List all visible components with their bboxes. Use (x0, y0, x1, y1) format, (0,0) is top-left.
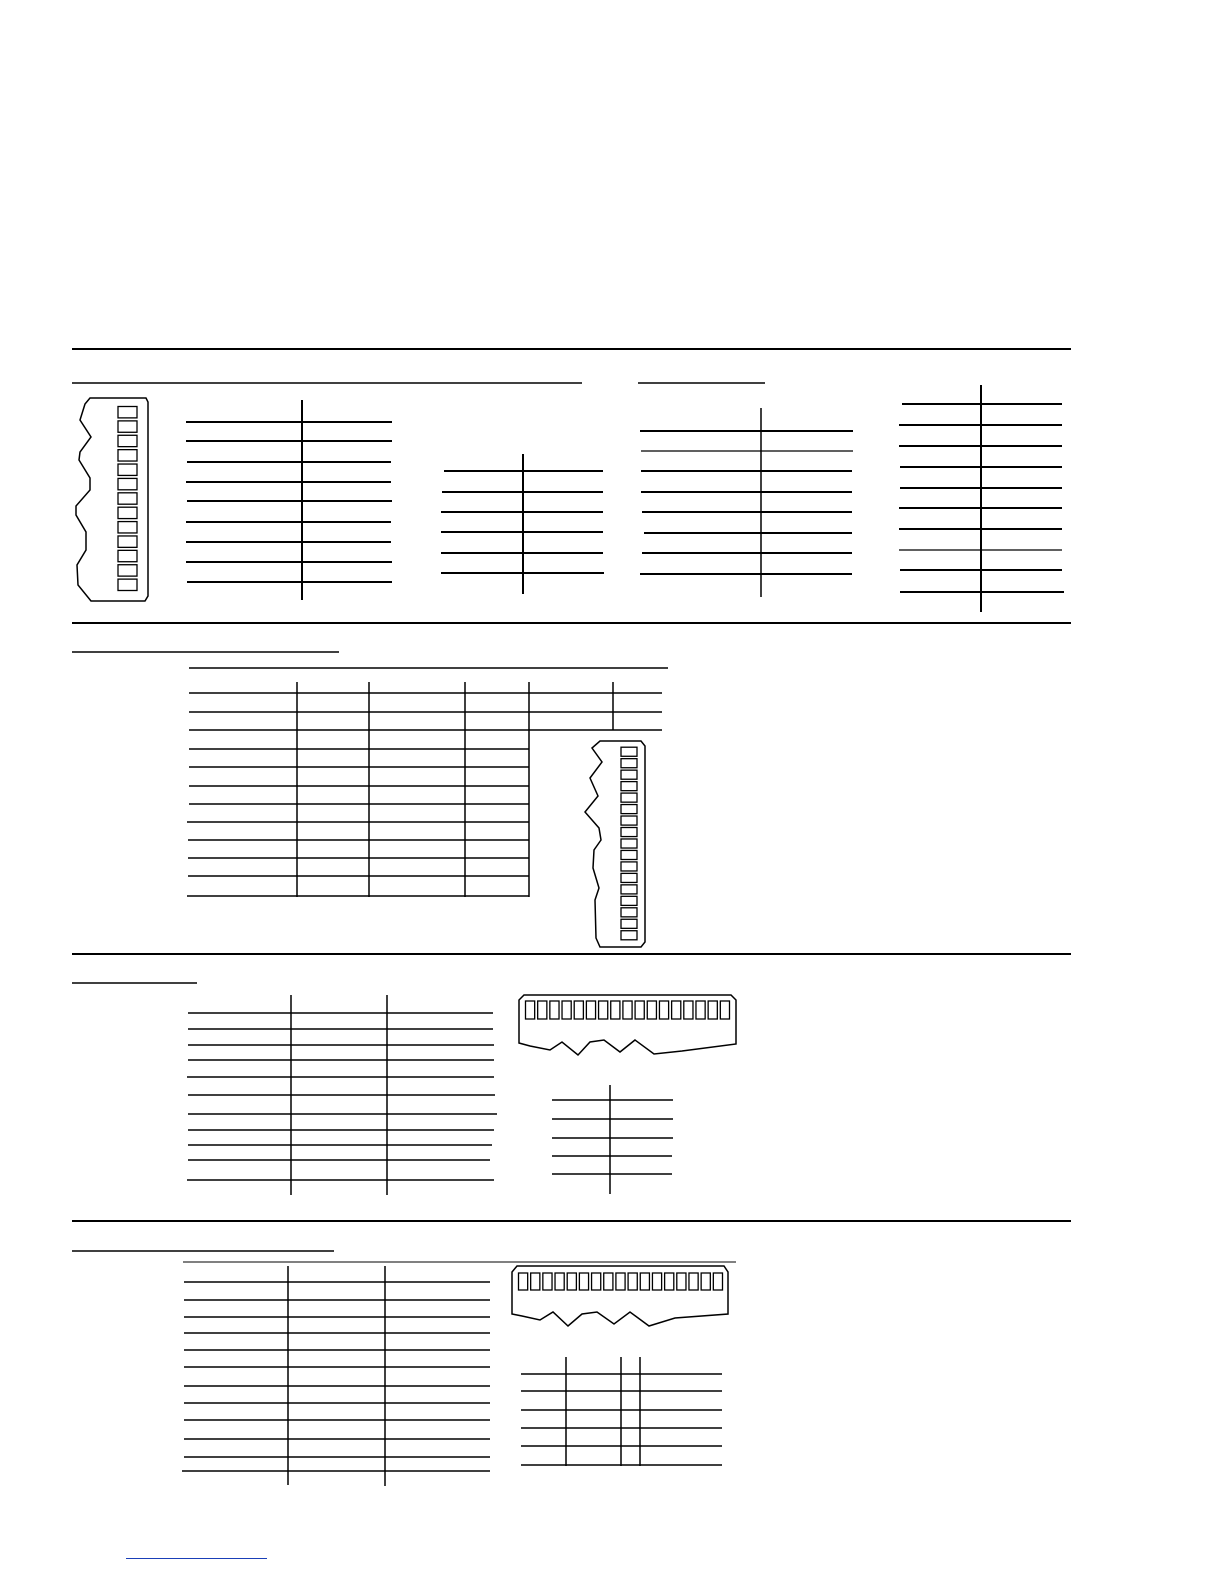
connector-pin (118, 536, 137, 547)
connector-pin (672, 1001, 681, 1019)
connector-pin (621, 850, 637, 859)
connector-pin (701, 1273, 710, 1290)
connector-pin (519, 1273, 528, 1290)
table-1b (441, 454, 604, 594)
connector-pin (665, 1273, 674, 1290)
connector-pin (623, 1001, 632, 1019)
connector-pin (118, 464, 137, 475)
connector-pin (621, 793, 637, 802)
table-3b (552, 1085, 673, 1194)
connector-pin (579, 1273, 588, 1290)
connector-pin (567, 1273, 576, 1290)
connector-pins (519, 1273, 723, 1290)
connector-pin (616, 1273, 625, 1290)
connector-pin (635, 1001, 644, 1019)
connector-outline (519, 995, 736, 1055)
connector-pin (526, 1001, 535, 1019)
table-2a (189, 682, 662, 730)
section-3 (72, 954, 1071, 1195)
connector-pin (621, 747, 637, 756)
section-1 (72, 349, 1071, 612)
connector-pins (118, 407, 137, 591)
section-2 (72, 623, 1071, 947)
connector-pin (562, 1001, 571, 1019)
connector-pin (543, 1273, 552, 1290)
connector-pin (713, 1273, 722, 1290)
connector-pin (118, 493, 137, 504)
connector-pin (118, 421, 137, 432)
connector-pin (531, 1273, 540, 1290)
table-1d (899, 385, 1064, 612)
table-4a (182, 1266, 490, 1486)
table-2b (187, 730, 529, 897)
connector-pin (647, 1001, 656, 1019)
connector-outline (585, 741, 645, 947)
connector-pin (621, 839, 637, 848)
connector-pin (621, 782, 637, 791)
connector-pin (118, 450, 137, 461)
connector-pins (621, 747, 637, 940)
connector-pin (621, 896, 637, 905)
connector-2 (585, 741, 645, 947)
connector-pin (586, 1001, 595, 1019)
connector-pin (621, 759, 637, 768)
connector-pin (118, 407, 137, 418)
connector-pin (555, 1273, 564, 1290)
connector-pin (621, 770, 637, 779)
connector-pin (621, 827, 637, 836)
connector-pin (652, 1273, 661, 1290)
connector-pin (689, 1273, 698, 1290)
connector-1 (76, 398, 148, 601)
connector-pin (118, 522, 137, 533)
connector-3 (519, 995, 736, 1055)
connector-pin (628, 1273, 637, 1290)
connector-pin (550, 1001, 559, 1019)
connector-pin (659, 1001, 668, 1019)
connector-pin (621, 908, 637, 917)
connector-pin (720, 1001, 729, 1019)
connector-pin (118, 435, 137, 446)
table-3a (187, 995, 497, 1195)
connector-pin (592, 1273, 601, 1290)
connector-pin (621, 919, 637, 928)
connector-pin (696, 1001, 705, 1019)
table-1c (640, 408, 853, 597)
footer-link-underline[interactable] (126, 1558, 267, 1559)
connector-pin (118, 550, 137, 561)
connector-pin (118, 565, 137, 576)
connector-pin (677, 1273, 686, 1290)
connector-pin (621, 931, 637, 940)
connector-pin (599, 1001, 608, 1019)
connector-pin (118, 579, 137, 590)
connector-pin (611, 1001, 620, 1019)
connector-outline (512, 1266, 728, 1326)
connector-4 (512, 1266, 728, 1326)
connector-pin (118, 478, 137, 489)
connector-pin (621, 805, 637, 814)
connector-pin (621, 885, 637, 894)
connector-pin (684, 1001, 693, 1019)
connector-pin (640, 1273, 649, 1290)
connector-pin (118, 507, 137, 518)
connector-pin (538, 1001, 547, 1019)
table-4b (521, 1357, 722, 1466)
connector-pin (621, 862, 637, 871)
connector-pin (621, 873, 637, 882)
connector-pin (574, 1001, 583, 1019)
connector-pin (708, 1001, 717, 1019)
connector-pins (526, 1001, 730, 1019)
section-4 (72, 1221, 1071, 1486)
table-1a (186, 400, 392, 600)
connector-pin (604, 1273, 613, 1290)
connector-pin (621, 816, 637, 825)
